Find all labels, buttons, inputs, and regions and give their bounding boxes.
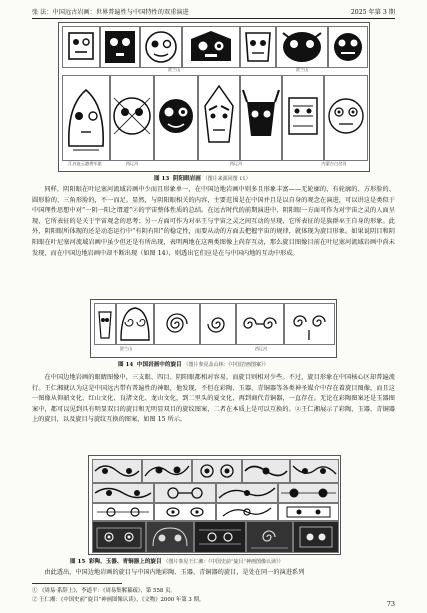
figure-13-image-4 bbox=[182, 26, 240, 68]
footnote-2: ② 王仁湘：《中国史前“旋目”神画图像认读》，《文物》2000 年第 3 期。 bbox=[32, 597, 205, 603]
figure-13-image-2 bbox=[100, 26, 140, 68]
figure-15-pottery-9 bbox=[278, 483, 339, 503]
header-issue: 2025 年第 3 期 bbox=[350, 9, 395, 16]
figure-14-caption-title: 中国岩画中的旋目 bbox=[136, 362, 182, 368]
figure-14-caption-label: 图 14 bbox=[118, 362, 134, 368]
figure-15-pottery-6 bbox=[92, 483, 154, 503]
footnote-1: ① 《周易·系辞上》，李道平：《周易集解纂疏》，第 558 页。 bbox=[32, 588, 176, 594]
figure-13 bbox=[58, 22, 370, 172]
figure-15-pottery-4 bbox=[242, 459, 290, 483]
figure-14-image-4 bbox=[200, 303, 236, 345]
figure-15-pottery-7 bbox=[154, 483, 216, 503]
figure-13-image-14 bbox=[324, 75, 368, 161]
figure-13-label-helanshan-1: 贺兰山 bbox=[167, 67, 181, 72]
figure-13-image-1 bbox=[62, 26, 100, 68]
figure-14-caption bbox=[118, 360, 268, 368]
figure-14-image-2 bbox=[116, 303, 154, 345]
figure-15-caption-label: 图 15 bbox=[70, 559, 86, 565]
header-article-title: 张 法：中国远古岩画：世界普遍性与中国特性的双重演进 bbox=[32, 9, 189, 16]
figure-13-image-10 bbox=[154, 75, 198, 161]
figure-15-bronze-5 bbox=[293, 521, 339, 553]
figure-15-pottery-3 bbox=[192, 459, 242, 483]
figure-13-label-baichahe: 内蒙古白岔河 bbox=[321, 161, 347, 166]
figure-13-label-jiangjunya: 江苏连云港将军崖 bbox=[68, 161, 102, 166]
figure-14-caption-source: （图片参见盖山林：《中国岩画图案》） bbox=[183, 362, 269, 368]
figure-15-bronze-1 bbox=[92, 521, 146, 553]
figure-15-bronze-4 bbox=[246, 521, 293, 553]
running-header bbox=[32, 6, 395, 19]
figure-15 bbox=[88, 455, 341, 555]
figure-13-image-9 bbox=[110, 75, 154, 161]
figure-15-caption-title: 彩陶、玉器、青铜器上的旋目 bbox=[88, 559, 162, 565]
figure-13-label-xiliaohe-2: 西辽河 bbox=[229, 161, 243, 166]
figure-13-image-7 bbox=[328, 26, 368, 68]
page-number: 73 bbox=[386, 600, 395, 608]
figure-15-caption bbox=[70, 557, 284, 565]
figure-13-caption-source: （图片来源同图 11） bbox=[202, 176, 251, 182]
figure-14-image-5 bbox=[236, 303, 284, 345]
figure-15-pottery-1 bbox=[92, 459, 142, 483]
figure-13-caption-title: 阴阳眼岩画 bbox=[172, 176, 201, 182]
figure-13-label-helanshan-2: 贺兰山 bbox=[295, 67, 309, 72]
body-paragraph-1: 同样，阴阳眼在叶尼塞河流域岩画中少而且形象单一，在中国边地岩画中则多且形象丰富——无轮廓的、有轮廓的、方形脸的、圆形脸的、三角形脸的，不一而足。显然，与阴阳眼相关的内容，主要范围是在中国并且是以自身的观念在演进，可以讲这是类似于中国理性思想中对“一阴一阳之谓道”②的宇宙整体性质的总结。在远古时代的前期演进中，阴阳眼一方面可作为对宇宙之灵的人面呈现，它所表征的是关于宇宙观念的思考；另一方面可作为对巫王与宇宙之灵之间互动的呈现，它所表征的是族群巫王自身的形象。此外，阴阳眼所体现的还是动态运行中“有阴有阳”的稳定性，而要从动的方面去把握宇宙的规律，就体现为旋目形象。如果说阴目和阴阳眼在叶尼塞河流域岩画中虽少但还是有所出现，表明两地在这两类图像上尚存互动，那么旋目图像目前在叶尼塞河流域岩画中尚未发现，而在中国边地岩画中却不断出现（如图 14），则透出它们应是在与中国内地的互动中形成。 bbox=[32, 186, 395, 257]
figure-14-image-1 bbox=[94, 303, 116, 345]
figure-14-label-helanshan: 贺兰山 bbox=[119, 346, 133, 351]
figure-15-caption-source: （图片参见王仁湘：《中国史前“旋目”神画图像认读》） bbox=[163, 559, 284, 565]
figure-13-image-12 bbox=[240, 75, 282, 161]
figure-13-image-8 bbox=[62, 75, 110, 161]
figure-15-pottery-5 bbox=[290, 459, 339, 483]
figure-13-image-6 bbox=[276, 26, 328, 68]
figure-13-image-5 bbox=[240, 26, 276, 68]
figure-15-pottery-2 bbox=[142, 459, 192, 483]
figure-15-jade-1 bbox=[92, 503, 154, 521]
figure-13-image-13 bbox=[282, 75, 324, 161]
figure-13-label-xiliaohe-1: 西辽河 bbox=[125, 161, 139, 166]
figure-14 bbox=[90, 299, 337, 358]
figure-15-bronze-3 bbox=[194, 521, 246, 553]
figure-15-pottery-8 bbox=[216, 483, 278, 503]
figure-13-image-11 bbox=[198, 75, 240, 161]
figure-15-jade-4 bbox=[278, 503, 339, 521]
figure-15-jade-2 bbox=[154, 503, 216, 521]
figure-14-label-xiliaohe: 西辽河 bbox=[254, 346, 268, 351]
footnote-rule bbox=[32, 583, 122, 584]
figure-13-caption bbox=[154, 174, 251, 182]
body-paragraph-3: 由此透出，中国边地岩画的旋目与中国内地彩陶、玉器、青铜器的旋目，是处在同一的演进系列 bbox=[44, 569, 305, 576]
figure-15-jade-3 bbox=[216, 503, 278, 521]
body-paragraph-2: 在中国边地岩画的眼睛图像中，三支眼、四目、阴阳眼都相对容易，而旋目则相对少些。不过，旋目形象在中国核心区却普遍流行。王仁湘就认为这是中国远古带有普遍性的神眼，他发现，不但在彩陶、玉器、青铜器等各类神圣媒介中存在着旋目图像，而且这一图像从仰韶文化、红山文化、良渚文化、龙山文化，到二里头的夏文化，再到商代青铜器，一直存在。无论在彩陶图案还是玉器图案中，都可以见到具有明显双目的旋目和无明显双目的旋纹图案，二者在本质上是可以互换的。②王仁湘展示了彩陶、玉器、青铜器上的旋目，以及旋目与旋纹互换的图案，如图 15 所示。 bbox=[32, 374, 395, 424]
figure-13-caption-label: 图 13 bbox=[154, 176, 170, 182]
figure-14-image-6 bbox=[284, 303, 335, 345]
figure-14-image-3 bbox=[154, 303, 200, 345]
figure-13-image-3 bbox=[140, 26, 182, 68]
figure-15-bronze-2 bbox=[146, 521, 194, 553]
